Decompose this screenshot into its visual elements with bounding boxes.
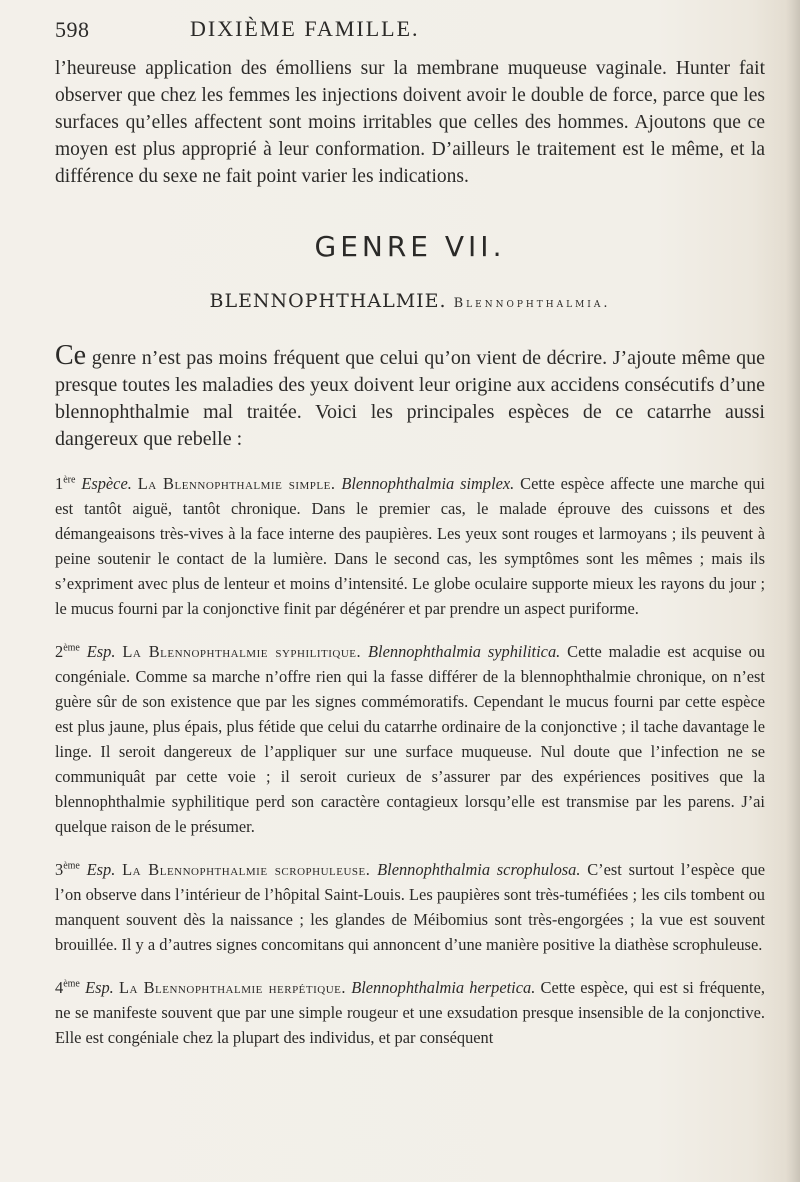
species-entry-3 — [55, 857, 765, 957]
genus-subheading — [55, 290, 765, 312]
species-body: C’est surtout l’espèce que l’on observe dans l’intérieur de l’hôpital Saint-Louis. Les paupières sont très-tuméfiées ; les cils tombent ou manquent souvent dès la naissance ; les glandes de Méibomius sont très-engorgées ; la vue est souvent brouillée. Il y a d’autres signes concomitans qui annoncent d’une manière positive la diathèse scrophuleuse. — [55, 860, 765, 954]
species-number: 4 — [55, 978, 64, 997]
species-name: La Blennophthalmie simple. — [137, 474, 336, 493]
page-number: 598 — [55, 17, 90, 42]
page-edge-shadow — [786, 0, 800, 1182]
species-number-suffix: ème — [63, 860, 80, 872]
species-entry-4 — [55, 975, 765, 1050]
species-number-suffix: ème — [63, 978, 80, 990]
species-name: La Blennophthalmie herpétique. — [118, 978, 346, 997]
species-word: Esp. — [86, 642, 116, 661]
species-number-suffix: ère — [63, 474, 76, 486]
species-body: Cette maladie est acquise ou congéniale. Comme sa marche n’offre rien qui la fasse différer de la blennophthalmie chronique, on n’est guère sûr de son existence que par les signes commémoratifs. Cependant le mucus fourni par cette espèce est plus jaune, plus épais, plus fétide que celui du catarrhe ordinaire de la conjonctive ; il tache davantage le linge. Il seroit dangereux de l’appliquer sur une surface muqueuse. Nul doute que l’infection ne se communiquât par cette voie ; il seroit curieux de s’assurer par des expériences positives que la blennophthalmie syphilitique perd son caractère contagieux lorsqu’elle est transmise par les parens. J’ai quelque raison de le présumer. — [55, 642, 765, 836]
genus-french-name: BLENNOPHTHALMIE. — [209, 290, 447, 312]
page-header — [55, 12, 765, 46]
species-latin: Blennophthalmia scrophulosa. — [377, 860, 581, 879]
genus-intro-text: genre n’est pas moins fréquent que celui qu’on vient de décrire. J’ajoute même que presque toutes les maladies des yeux doivent leur origine aux accidens consécutifs d’une blennophthalmie mal traitée. Voici les principales espèces de ce catarrhe aussi dangereux que rebelle : — [55, 347, 765, 450]
species-number: 1 — [55, 474, 64, 493]
genus-latin-name: Blennophthalmia. — [453, 296, 611, 311]
running-title: DIXIÈME FAMILLE. — [190, 16, 420, 41]
species-name: La Blennophthalmie syphilitique. — [122, 642, 362, 661]
species-number: 2 — [55, 642, 64, 661]
species-body: Cette espèce affecte une marche qui est tantôt aiguë, tantôt chronique. Dans le premier cas, le malade éprouve des cuissons et des démangeaisons très-vives à la face interne des paupières. Les yeux sont rouges et larmoyans ; ils peuvent à peine soutenir le contact de la lumière. Dans le second cas, les symptômes sont les mêmes ; mais ils s’expriment avec plus de lenteur et moins d’intensité. Le globe oculaire supporte mieux les rayons du jour ; le mucus fourni par la conjonctive finit par dégénérer et par prendre un aspect puriforme. — [55, 474, 765, 618]
species-word: Esp. — [86, 860, 116, 879]
species-body: Cette espèce, qui est si fréquente, ne se manifeste souvent que par une simple rougeur et une exsudation presque insensible de la conjonctive. Elle est congéniale chez la plupart des individus, et par conséquent — [55, 978, 765, 1047]
species-number: 3 — [55, 860, 64, 879]
species-latin: Blennophthalmia simplex. — [341, 474, 515, 493]
species-latin: Blennophthalmia herpetica. — [351, 978, 536, 997]
drop-cap: Ce — [55, 340, 87, 371]
genre-title: GENRE VII. — [314, 230, 506, 263]
intro-paragraph: l’heureuse application des émolliens sur la membrane muqueuse vaginale. Hunter fait observer que chez les femmes les injections doivent avoir le double de force, parce que les surfaces qu’elles affectent sont moins irritables que celles des hommes. Ajoutons que ce moyen est plus approprié à leur conformation. D’ailleurs le traitement est le même, et la différence du sexe ne fait point varier les indications. — [55, 58, 765, 187]
species-word: Espèce. — [81, 474, 132, 493]
species-name: La Blennophthalmie scrophuleuse. — [122, 860, 371, 879]
genus-intro-paragraph — [55, 342, 765, 453]
main-text — [55, 55, 765, 1050]
species-entry-1 — [55, 471, 765, 621]
species-latin: Blennophthalmia syphilitica. — [368, 642, 561, 661]
species-entry-2 — [55, 639, 765, 839]
species-number-suffix: ème — [63, 642, 80, 654]
species-word: Esp. — [85, 978, 114, 997]
